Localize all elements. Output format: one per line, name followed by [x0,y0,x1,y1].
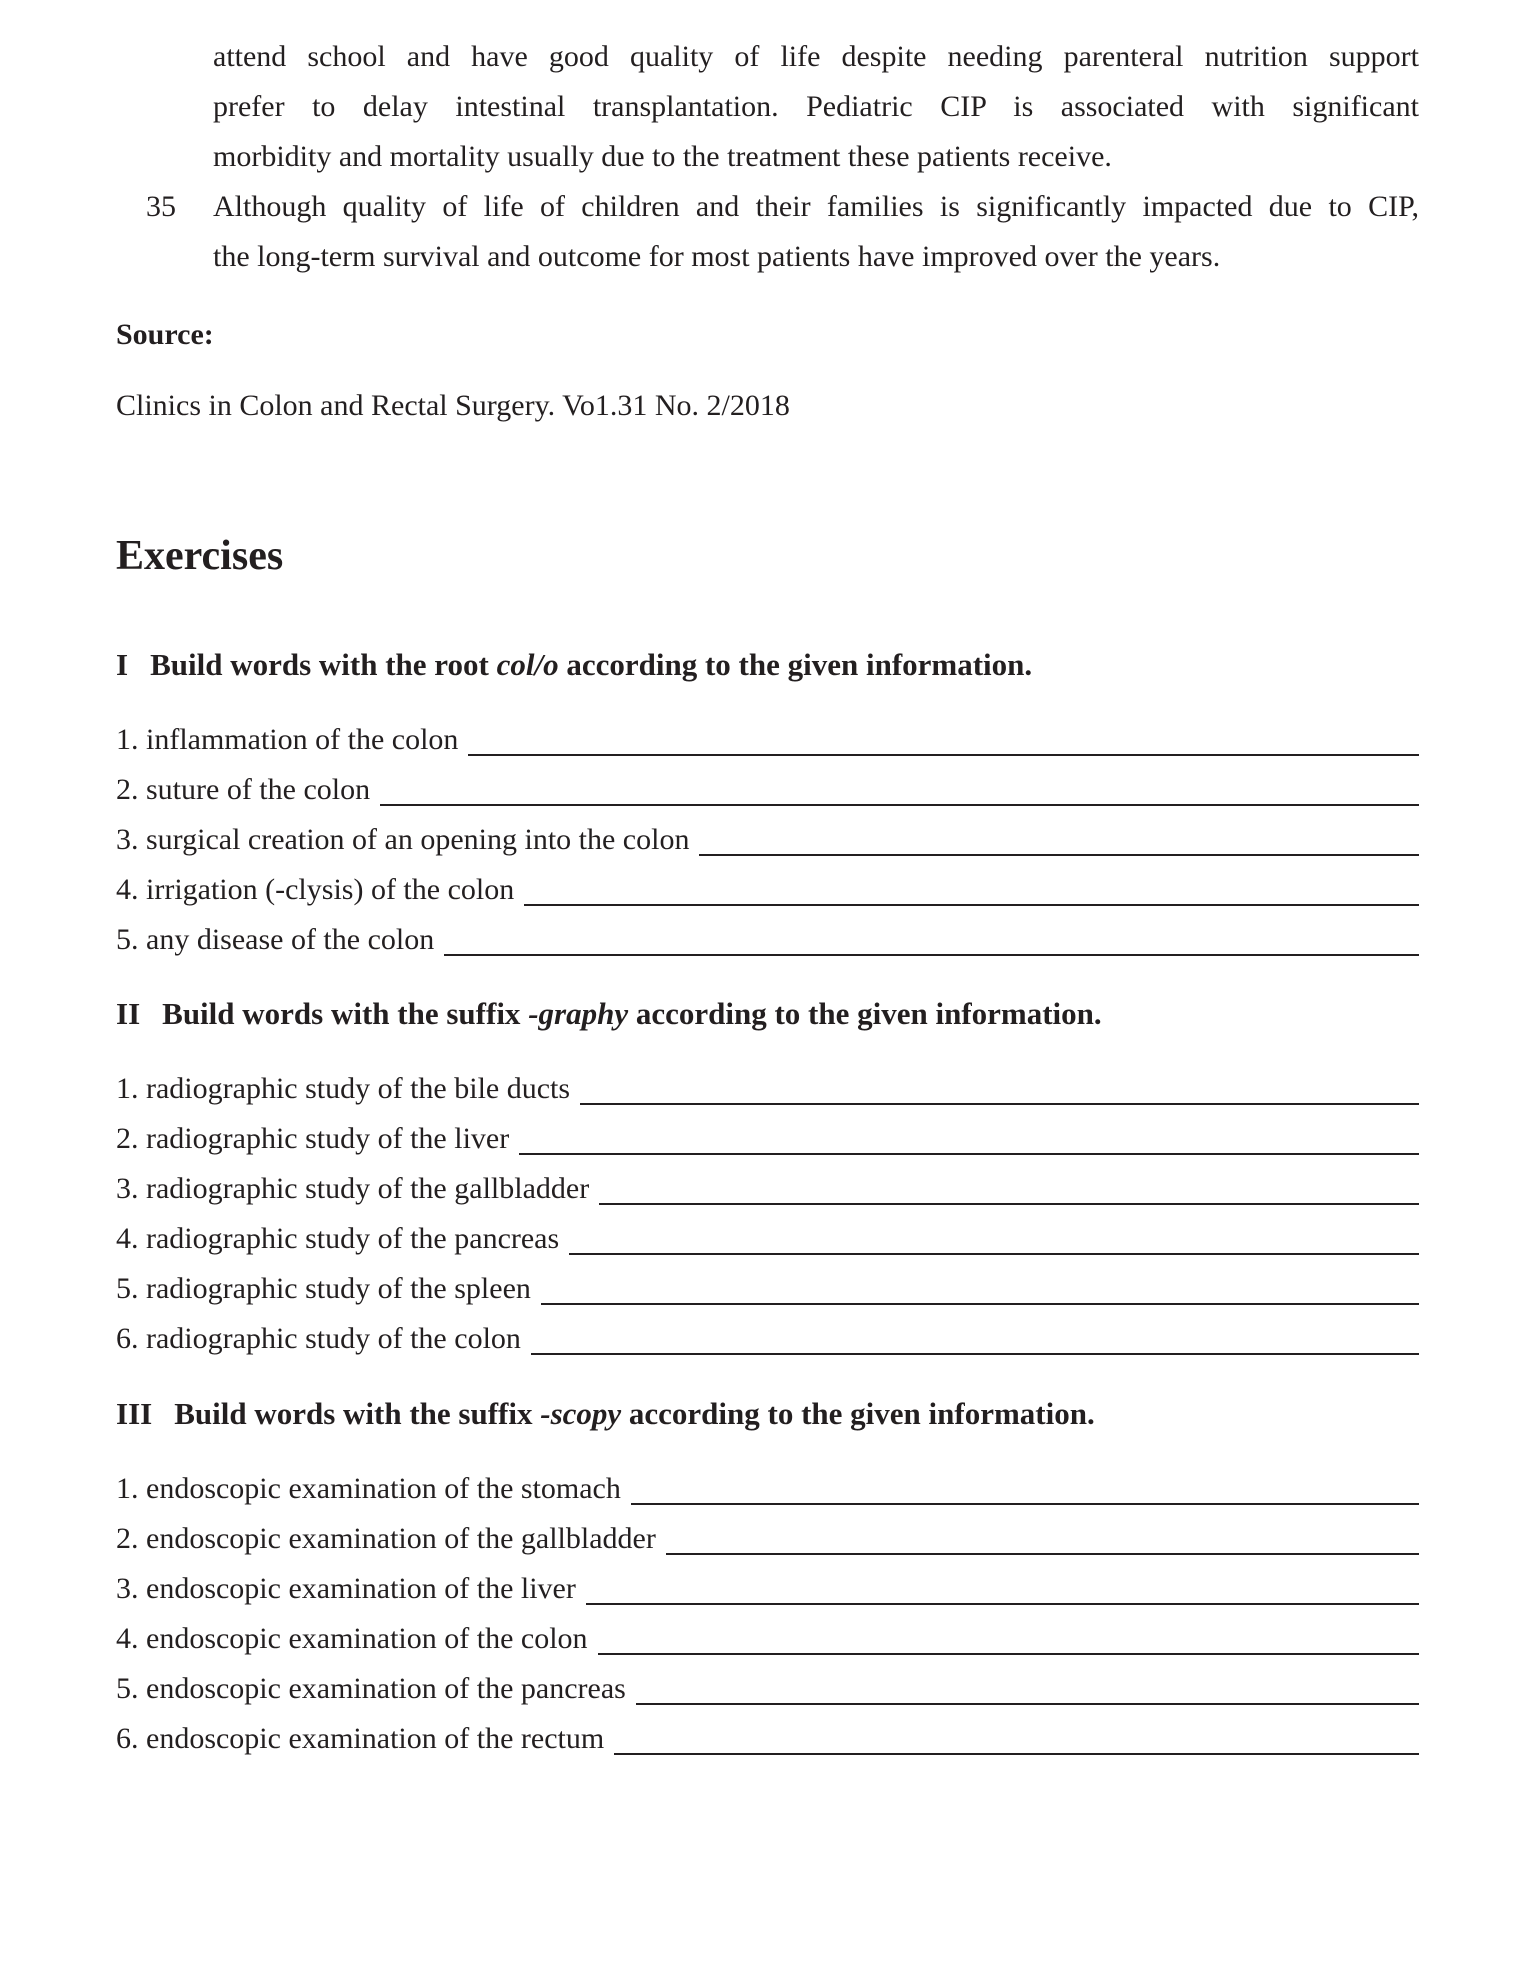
answer-field[interactable] [541,1273,1419,1305]
answer-field[interactable] [631,1473,1419,1505]
exercise-item [116,1111,1419,1161]
line-number: 35 [146,190,176,223]
instruction-text: Build words with the root [150,647,497,682]
exercise-item [116,1061,1419,1111]
exercise-item [116,1611,1419,1661]
passage-line [116,232,1419,282]
answer-field[interactable] [531,1323,1419,1355]
reading-passage [116,32,1419,282]
exercise-prompt: 1. radiographic study of the bile ducts [116,1072,571,1105]
passage-line-text: prefer to delay intestinal transplantation. Pediatric CIP is associated with significant [213,90,1419,123]
exercise-prompt: 5. endoscopic examination of the pancreas [116,1672,626,1705]
section-numeral: I [116,647,129,682]
passage-line [116,32,1419,82]
section-numeral: II [116,996,141,1031]
exercise-item [116,1261,1419,1311]
passage-line-text: attend school and have good quality of life despite needing parenteral nutrition support [213,40,1419,73]
exercise-prompt: 5. any disease of the colon [116,923,435,956]
answer-field[interactable] [636,1673,1419,1705]
answer-field[interactable] [599,1173,1419,1205]
exercise-item [116,1661,1419,1711]
passage-line [116,132,1419,182]
exercise-prompt: 1. endoscopic examination of the stomach [116,1472,621,1505]
exercise-prompt: 2. suture of the colon [116,773,371,806]
section-numeral: III [116,1396,153,1431]
exercise-item-list [116,1461,1419,1761]
exercise-item [116,1161,1419,1211]
instruction-text: according to the given information. [628,996,1102,1031]
exercise-item [116,862,1419,912]
exercise-prompt: 6. radiographic study of the colon [116,1322,521,1355]
exercise-item [116,1711,1419,1761]
instruction-term: col/o [496,647,559,682]
exercise-prompt: 5. radiographic study of the spleen [116,1272,531,1305]
answer-field[interactable] [598,1623,1419,1655]
answer-field[interactable] [519,1123,1419,1155]
exercise-item-list [116,712,1419,962]
answer-field[interactable] [444,924,1419,956]
exercise-prompt: 2. endoscopic examination of the gallbladder [116,1522,656,1555]
exercise-prompt: 4. endoscopic examination of the colon [116,1622,588,1655]
answer-field[interactable] [666,1523,1419,1555]
instruction-text: Build words with the suffix [174,1396,541,1431]
source-citation: Clinics in Colon and Rectal Surgery. Vo1.31 No. 2/2018 [116,389,790,422]
exercise-prompt: 4. radiographic study of the pancreas [116,1222,560,1255]
exercise-item [116,762,1419,812]
answer-field[interactable] [699,824,1419,856]
answer-field[interactable] [580,1073,1419,1105]
answer-field[interactable] [524,874,1419,906]
exercises-title: Exercises [116,533,284,579]
exercise-item [116,1511,1419,1561]
instruction-text: Build words with the suffix [162,996,529,1031]
exercise-item [116,1461,1419,1511]
answer-field[interactable] [468,724,1419,756]
passage-line [116,182,1419,232]
passage-line-text: morbidity and mortality usually due to the treatment these patients receive. [213,140,1112,173]
passage-line-text: the long-term survival and outcome for most patients have improved over the years. [213,240,1221,273]
exercise-prompt: 3. surgical creation of an opening into the colon [116,823,690,856]
instruction-term: -scopy [540,1396,622,1431]
exercise-prompt: 1. inflammation of the colon [116,723,459,756]
exercise-item [116,1311,1419,1361]
exercise-item [116,712,1419,762]
answer-field[interactable] [614,1723,1419,1755]
instruction-text: according to the given information. [558,647,1033,682]
passage-line-text: Although quality of life of children and their families is significantly impacted due to CIP, [213,190,1419,223]
exercise-item [116,912,1419,962]
exercise-section-heading [116,640,1032,690]
answer-field[interactable] [380,774,1419,806]
passage-line [116,82,1419,132]
exercise-item-list [116,1061,1419,1361]
exercise-prompt: 4. irrigation (-clysis) of the colon [116,873,515,906]
instruction-term: -graphy [528,996,629,1031]
exercise-section-heading [116,1389,1095,1439]
exercise-item [116,812,1419,862]
exercise-section-heading [116,989,1102,1039]
exercise-prompt: 3. endoscopic examination of the liver [116,1572,576,1605]
exercise-prompt: 6. endoscopic examination of the rectum [116,1722,605,1755]
exercise-item [116,1561,1419,1611]
source-heading: Source: [116,318,214,351]
instruction-text: according to the given information. [621,1396,1095,1431]
exercise-prompt: 2. radiographic study of the liver [116,1122,510,1155]
answer-field[interactable] [586,1573,1419,1605]
exercise-prompt: 3. radiographic study of the gallbladder [116,1172,590,1205]
exercise-item [116,1211,1419,1261]
answer-field[interactable] [569,1223,1419,1255]
